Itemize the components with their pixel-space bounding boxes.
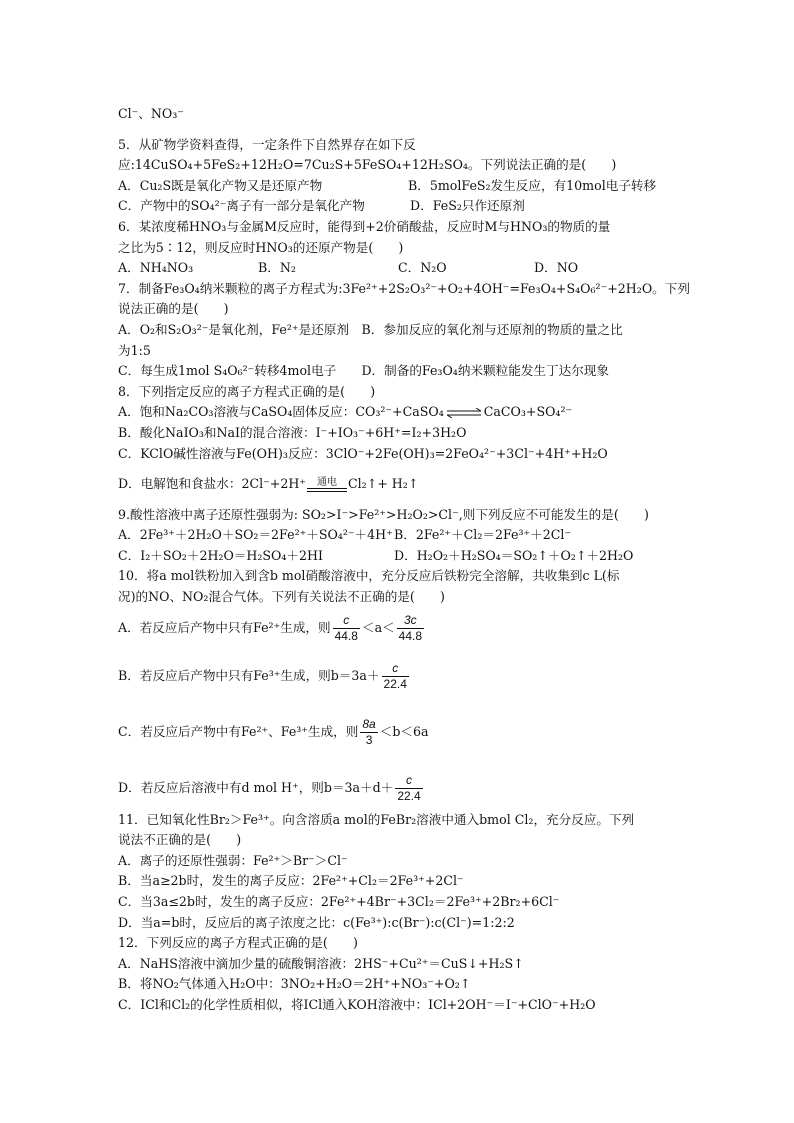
option-d-text: D．电解饱和食盐水：2Cl⁻+2H⁺ (118, 476, 306, 492)
option-d: D．当a=b时，反应后的离子浓度之比：c(Fe³⁺):c(Br⁻):c(Cl⁻)=1:2:2 (118, 914, 515, 930)
option-d (118, 768, 684, 810)
question-8-stem: 8．下列指定反应的离子方程式正确的是( ) (118, 383, 376, 399)
question-5-equation: 应:14CuSO₄+5FeS₂+12H₂O=7Cu₂S+5FeSO₄+12H₂SO₄。下列说法正确的是( ) (118, 157, 617, 173)
option-a-text: A．若反应后产物中只有Fe²⁺生成，则 (118, 620, 331, 636)
option-d-text: D．若反应后溶液中有d mol H⁺，则b＝3a＋d＋ (118, 780, 394, 796)
option-c: C．ICl和Cl₂的化学性质相似，将ICl通入KOH溶液中：ICl+2OH⁻＝I⁻+ClO⁻+H₂O (118, 997, 596, 1012)
option-b (118, 656, 684, 698)
option-b: B．N₂ (258, 260, 296, 276)
option-c: C．产物中的SO₄²⁻离子有一部分是氧化产物 (118, 198, 365, 214)
option-a (118, 608, 684, 650)
option-a: A．Cu₂S既是氧化产物又是还原产物 (118, 177, 323, 193)
option-a: A．NH₄NO₃ (118, 260, 194, 276)
option-d-text: Cl₂↑+ H₂↑ (347, 476, 419, 492)
options-row (118, 196, 684, 217)
question-10-stem: 10．将a mol铁粉加入到含b mol硝酸溶液中，充分反应后铁粉完全溶解，共收集到c L(标 (118, 568, 620, 584)
question-6-stem: 之比为5∶12，则反应时HNO₃的还原产物是( ) (118, 239, 404, 255)
equilibrium-arrow-icon (446, 408, 482, 418)
option-c: C．当3a≤2b时，发生的离子反应：2Fe²⁺+4Br⁻+3Cl₂＝2Fe³⁺+2Br₂+6Cl⁻ (118, 894, 560, 910)
option-c: C．N₂O (398, 260, 447, 276)
question-11-stem: 说法不正确的是( ) (118, 832, 242, 848)
option-a-text: A．饱和Na₂CO₃溶液与CaSO₄固体反应：CO₃²⁻+CaSO₄ (118, 404, 444, 420)
option-a (118, 402, 684, 423)
electrolysis-label: 通电 (316, 476, 337, 488)
question-7-stem: 7．制备Fe₃O₄纳米颗粒的离子方程式为:3Fe²⁺+2S₂O₃²⁻+O₂+4OH⁻=Fe₃O₄+S₄O₆²⁻+2H₂O。下列 (118, 280, 690, 296)
option-c-d: C．每生成1mol S₄O₆²⁻转移4mol电子 D．制备的Fe₃O₄纳米颗粒能发生丁达尔现象 (118, 363, 609, 379)
question-10-stem: 况)的NO、NO₂混合气体。下列有关说法不正确的是( ) (118, 589, 445, 605)
option-b-cont: 为1:5 (118, 342, 151, 358)
question-page (118, 104, 690, 1016)
option-c (118, 712, 684, 754)
options-row (118, 525, 684, 546)
option-c-text: C．若反应后产物中有Fe²⁺、Fe³⁺生成，则 (118, 724, 359, 740)
option-d: D．FeS₂只作还原剂 (410, 198, 525, 214)
option-c: C．KClO碱性溶液与Fe(OH)₃反应：3ClO⁻+2Fe(OH)₃=2FeO₄²⁻+3Cl⁻+4H⁺+H₂O (118, 445, 608, 461)
fraction: $\frac{3c}{44.8}$ (398, 613, 423, 644)
option-a: A．NaHS溶液中滴加少量的硫酸铜溶液：2HS⁻+Cu²⁺＝CuS↓+H₂S↑ (118, 955, 524, 971)
question-11-stem: 11．已知氧化性Br₂＞Fe³⁺。向含溶质a mol的FeBr₂溶液中通入bmol Cl₂，充分反应。下列 (118, 811, 635, 827)
question-7-stem: 说法正确的是( ) (118, 301, 229, 317)
option-a-text: CaCO₃+SO₄²⁻ (483, 404, 573, 420)
question-9-stem: 9.酸性溶液中离子还原性强弱为: SO₂>I⁻>Fe²⁺>H₂O₂>Cl⁻,则下列反应不可能发生的是( ) (118, 506, 649, 522)
options-row (118, 546, 684, 567)
option-b-text: B．若反应后产物中只有Fe³⁺生成，则b＝3a＋ (118, 668, 380, 684)
inequality: ＜b＜6a (379, 724, 429, 740)
inequality: ＜a＜ (361, 620, 395, 636)
fraction: $\frac{c}{44.8}$ (334, 613, 358, 644)
electrolysis-sign (307, 478, 347, 492)
option-b: B．当a≥2b时，发生的离子反应：2Fe²⁺+Cl₂＝2Fe³⁺+2Cl⁻ (118, 873, 464, 889)
fraction: $\frac{8a}{3}$ (362, 717, 376, 748)
options-row (118, 176, 684, 197)
option-d (118, 474, 684, 495)
question-12-stem: 12．下列反应的离子方程式正确的是( ) (118, 935, 358, 951)
question-5-stem: 5．从矿物学资料查得，一定条件下自然界存在如下反 (118, 136, 416, 152)
option-b: B．将NO₂气体通入H₂O中：3NO₂+H₂O＝2H⁺+NO₃⁻+O₂↑ (118, 976, 471, 992)
fraction: $\frac{c}{22.4}$ (397, 773, 421, 804)
option-b: B．5molFeS₂发生反应，有10mol电子转移 (408, 177, 657, 193)
text-line: Cl⁻、NO₃⁻ (118, 106, 184, 121)
fraction: $\frac{c}{22.4}$ (383, 661, 407, 692)
option-a-b: A．O₂和S₂O₃²⁻是氧化剂，Fe²⁺是还原剂 B．参加反应的氧化剂与还原剂的物质的量之比 (118, 321, 623, 337)
option-a: A．2Fe³⁺＋2H₂O＋SO₂＝2Fe²⁺＋SO₄²⁻＋4H⁺ (118, 527, 393, 543)
question-6-stem: 6．某浓度稀HNO₃与金属M反应时，能得到+2价硝酸盐，反应时M与HNO₃的物质的量 (118, 218, 611, 234)
option-b: B．酸化NaIO₃和NaI的混合溶液：I⁻+IO₃⁻+6H⁺=I₂+3H₂O (118, 424, 467, 440)
option-d: D．NO (534, 260, 579, 276)
option-d: D．H₂O₂＋H₂SO₄＝SO₂↑＋O₂↑＋2H₂O (394, 547, 634, 563)
option-a: A．离子的还原性强弱：Fe²⁺＞Br⁻＞Cl⁻ (118, 852, 348, 868)
option-b: B．2Fe²⁺＋Cl₂＝2Fe³⁺＋2Cl⁻ (394, 527, 572, 543)
option-c: C．I₂＋SO₂＋2H₂O＝H₂SO₄＋2HI (118, 547, 323, 563)
options-row (118, 258, 684, 279)
